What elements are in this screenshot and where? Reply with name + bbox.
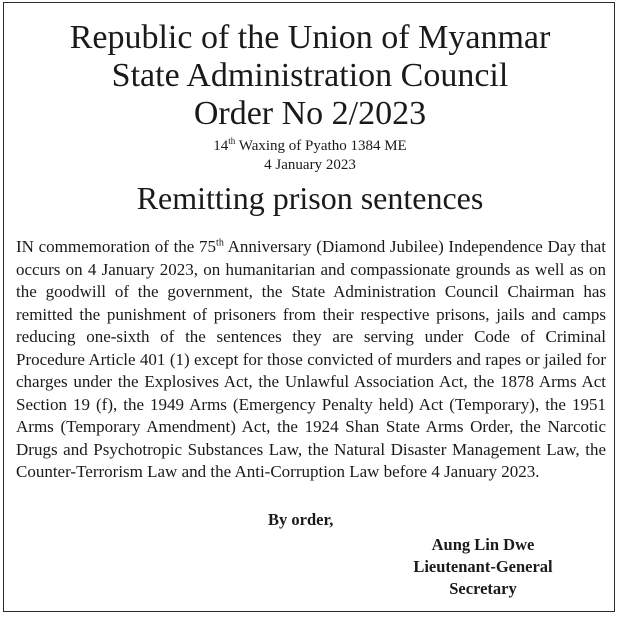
body-part1: IN commemoration of the 75 [16, 237, 217, 256]
body-ordinal-suffix: th [216, 237, 224, 249]
date-day-suffix: th [228, 136, 236, 146]
title-republic: Republic of the Union of Myanmar [69, 19, 551, 56]
signatory-name: Aung Lin Dwe [431, 535, 535, 554]
title-council: State Administration Council [111, 57, 509, 94]
order-body [16, 236, 606, 484]
signatory-title: Secretary [449, 579, 517, 598]
order-subject: Remitting prison sentences [136, 180, 484, 216]
signatory-rank: Lieutenant-General [413, 557, 553, 576]
myanmar-date [4, 137, 616, 155]
body-part2: Anniversary (Diamond Jubilee) Independence Day that occurs on 4 January 2023, on humanitarian and compassionate grounds as well as on the goodwill of the government, the State Administration Council Chairman has remitted the punishment of prisoners from their respective prisons, jails and camps reducing one-sixth of the sentences they are serving under Code of Criminal Procedure Article 401 (1) except for those convicted of murders and rapes or jailed for charges under the Explosives Act, the Unlawful Association Act, the 1878 Arms Act Section 19 (f), the 1949 Arms (Emergency Penalty held) Act (Temporary), the 1951 Arms (Temporary Amendment) Act, the 1924 Shan State Arms Order, the Narcotic Drugs and Psychotropic Substances Law, the Natural Disaster Management Law, the Counter-Terrorism Law and the Anti-Corruption Law before 4 January 2023. [16, 237, 606, 481]
document-frame [3, 2, 615, 612]
title-order-number: Order No 2/2023 [193, 95, 427, 132]
date-rest: Waxing of Pyatho 1384 ME [235, 138, 407, 154]
gregorian-date: 4 January 2023 [264, 157, 356, 173]
date-day: 14 [213, 138, 229, 154]
by-order-label: By order, [268, 510, 334, 529]
